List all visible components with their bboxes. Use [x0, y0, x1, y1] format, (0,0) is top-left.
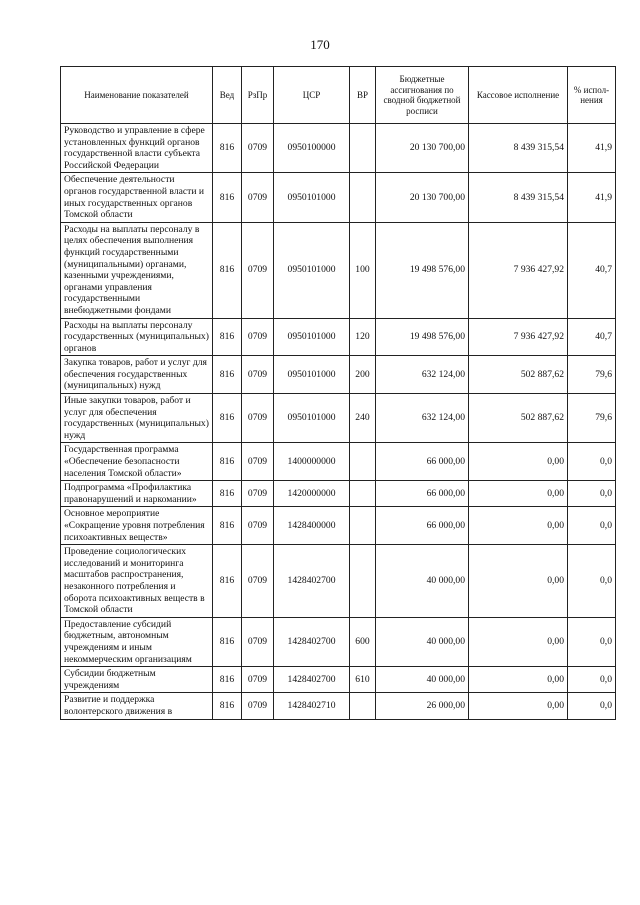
header-rzpr: РзПр [242, 67, 274, 124]
cell-plan: 40 000,00 [376, 617, 469, 666]
cell-pct: 0,0 [568, 481, 616, 507]
cell-vr: 610 [350, 667, 376, 693]
cell-plan: 40 000,00 [376, 667, 469, 693]
cell-pct: 0,0 [568, 617, 616, 666]
cell-pct: 40,7 [568, 318, 616, 356]
header-fact: Кассовое исполнение [469, 67, 568, 124]
cell-name: Расходы на выплаты персоналу в целях обеспечения выполнения функций государственными (муниципальными) органами, казенными учреждениями, органами управления государственными внебюджетными фондами [61, 222, 213, 318]
cell-pct: 0,0 [568, 507, 616, 545]
cell-plan: 66 000,00 [376, 507, 469, 545]
header-csr: ЦСР [274, 67, 350, 124]
cell-name: Предоставление субсидий бюджетным, автономным учреждениям и иным некоммерческим организациям [61, 617, 213, 666]
cell-vr: 200 [350, 356, 376, 394]
cell-pct: 41,9 [568, 124, 616, 173]
cell-rzpr: 0709 [242, 481, 274, 507]
table-row [61, 318, 616, 356]
cell-fact: 0,00 [469, 693, 568, 719]
header-plan: Бюджетные ассигнования по сводной бюджетной росписи [376, 67, 469, 124]
cell-csr: 1428402710 [274, 693, 350, 719]
cell-fact: 7 936 427,92 [469, 318, 568, 356]
cell-plan: 66 000,00 [376, 443, 469, 481]
cell-rzpr: 0709 [242, 443, 274, 481]
cell-ved: 816 [213, 443, 242, 481]
cell-csr: 0950100000 [274, 124, 350, 173]
cell-vr: 240 [350, 394, 376, 443]
cell-ved: 816 [213, 318, 242, 356]
table-row [61, 667, 616, 693]
cell-csr: 0950101000 [274, 318, 350, 356]
cell-plan: 26 000,00 [376, 693, 469, 719]
cell-fact: 502 887,62 [469, 356, 568, 394]
cell-plan: 66 000,00 [376, 481, 469, 507]
cell-fact: 502 887,62 [469, 394, 568, 443]
table-row [61, 222, 616, 318]
cell-plan: 19 498 576,00 [376, 222, 469, 318]
cell-pct: 79,6 [568, 394, 616, 443]
cell-fact: 8 439 315,54 [469, 173, 568, 222]
cell-fact: 7 936 427,92 [469, 222, 568, 318]
cell-csr: 0950101000 [274, 173, 350, 222]
page-number: 170 [310, 37, 330, 52]
cell-plan: 20 130 700,00 [376, 124, 469, 173]
cell-name: Проведение социологических исследований и мониторинга масштабов распространения, незаконного потребления и оборота психоактивных веществ в Томской области [61, 545, 213, 618]
cell-rzpr: 0709 [242, 394, 274, 443]
table-row [61, 481, 616, 507]
cell-fact: 0,00 [469, 481, 568, 507]
cell-plan: 19 498 576,00 [376, 318, 469, 356]
cell-fact: 0,00 [469, 443, 568, 481]
header-vr: ВР [350, 67, 376, 124]
cell-pct: 0,0 [568, 545, 616, 618]
cell-rzpr: 0709 [242, 318, 274, 356]
cell-pct: 79,6 [568, 356, 616, 394]
cell-name: Государственная программа «Обеспечение безопасности населения Томской области» [61, 443, 213, 481]
cell-vr: 120 [350, 318, 376, 356]
cell-ved: 816 [213, 124, 242, 173]
cell-name: Руководство и управление в сфере установленных функций органов государственной власти субъекта Российской Федерации [61, 124, 213, 173]
table-row [61, 617, 616, 666]
cell-vr [350, 124, 376, 173]
cell-pct: 0,0 [568, 443, 616, 481]
cell-pct: 0,0 [568, 667, 616, 693]
header-pct: % испол-нения [568, 67, 616, 124]
table-header-row [61, 67, 616, 124]
table-row [61, 507, 616, 545]
cell-ved: 816 [213, 617, 242, 666]
cell-rzpr: 0709 [242, 545, 274, 618]
table-row [61, 443, 616, 481]
cell-name: Обеспечение деятельности органов государственной власти и иных государственных органов Томской области [61, 173, 213, 222]
cell-fact: 0,00 [469, 667, 568, 693]
cell-rzpr: 0709 [242, 173, 274, 222]
cell-name: Подпрограмма «Профилактика правонарушений и наркомании» [61, 481, 213, 507]
cell-fact: 8 439 315,54 [469, 124, 568, 173]
cell-ved: 816 [213, 173, 242, 222]
cell-ved: 816 [213, 356, 242, 394]
table-row [61, 545, 616, 618]
cell-vr: 100 [350, 222, 376, 318]
cell-vr [350, 443, 376, 481]
cell-vr [350, 173, 376, 222]
budget-execution-table [60, 66, 616, 720]
cell-ved: 816 [213, 545, 242, 618]
cell-plan: 632 124,00 [376, 356, 469, 394]
cell-pct: 41,9 [568, 173, 616, 222]
cell-csr: 1400000000 [274, 443, 350, 481]
cell-name: Субсидии бюджетным учреждениям [61, 667, 213, 693]
cell-vr [350, 481, 376, 507]
cell-name: Развитие и поддержка волонтерского движения в [61, 693, 213, 719]
cell-plan: 20 130 700,00 [376, 173, 469, 222]
cell-rzpr: 0709 [242, 222, 274, 318]
cell-ved: 816 [213, 481, 242, 507]
cell-ved: 816 [213, 507, 242, 545]
cell-vr [350, 693, 376, 719]
cell-vr [350, 545, 376, 618]
cell-fact: 0,00 [469, 507, 568, 545]
cell-name: Закупка товаров, работ и услуг для обеспечения государственных (муниципальных) нужд [61, 356, 213, 394]
cell-plan: 632 124,00 [376, 394, 469, 443]
cell-csr: 0950101000 [274, 356, 350, 394]
cell-fact: 0,00 [469, 617, 568, 666]
cell-rzpr: 0709 [242, 693, 274, 719]
cell-rzpr: 0709 [242, 124, 274, 173]
cell-rzpr: 0709 [242, 356, 274, 394]
cell-pct: 40,7 [568, 222, 616, 318]
cell-fact: 0,00 [469, 545, 568, 618]
cell-csr: 1420000000 [274, 481, 350, 507]
table-row [61, 693, 616, 719]
cell-ved: 816 [213, 222, 242, 318]
cell-csr: 0950101000 [274, 222, 350, 318]
cell-vr [350, 507, 376, 545]
cell-csr: 1428402700 [274, 667, 350, 693]
cell-plan: 40 000,00 [376, 545, 469, 618]
cell-rzpr: 0709 [242, 507, 274, 545]
cell-csr: 1428400000 [274, 507, 350, 545]
cell-name: Основное мероприятие «Сокращение уровня потребления психоактивных веществ» [61, 507, 213, 545]
table-row [61, 173, 616, 222]
cell-name: Иные закупки товаров, работ и услуг для обеспечения государственных (муниципальных) нужд [61, 394, 213, 443]
cell-pct: 0,0 [568, 693, 616, 719]
cell-ved: 816 [213, 394, 242, 443]
cell-csr: 1428402700 [274, 545, 350, 618]
cell-ved: 816 [213, 693, 242, 719]
cell-rzpr: 0709 [242, 617, 274, 666]
cell-vr: 600 [350, 617, 376, 666]
header-ved: Вед [213, 67, 242, 124]
cell-ved: 816 [213, 667, 242, 693]
table-row [61, 394, 616, 443]
table-row [61, 124, 616, 173]
table-row [61, 356, 616, 394]
cell-csr: 0950101000 [274, 394, 350, 443]
header-name: Наименование показателей [61, 67, 213, 124]
cell-name: Расходы на выплаты персоналу государственных (муниципальных) органов [61, 318, 213, 356]
cell-rzpr: 0709 [242, 667, 274, 693]
cell-csr: 1428402700 [274, 617, 350, 666]
